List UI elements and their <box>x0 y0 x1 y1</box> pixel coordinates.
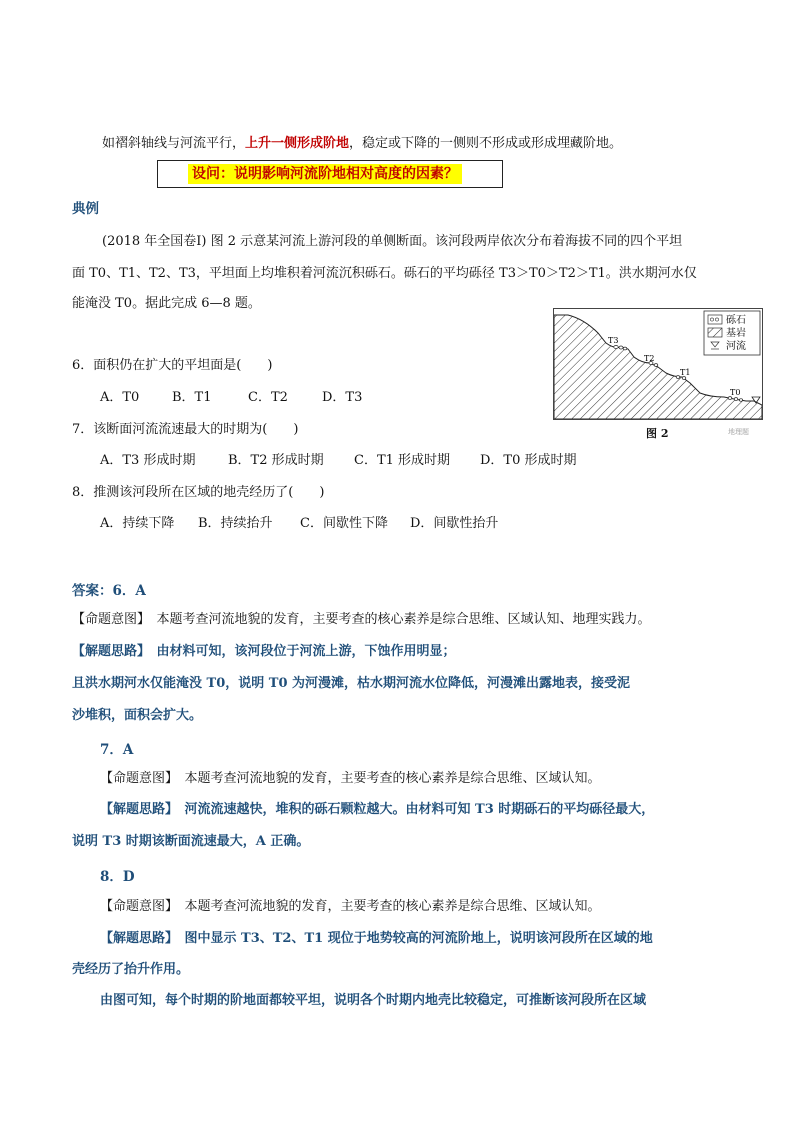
q6-option-c: C．T2 <box>248 390 288 405</box>
label-t0: T0 <box>730 388 741 397</box>
question-8-stem: 8．推测该河段所在区域的地壳经历了( ) <box>72 485 325 500</box>
q8-option-a: A．持续下降 <box>100 516 175 531</box>
answer-7-intent: 【命题意图】 本题考查河流地貌的发育，主要考查的核心素养是综合思维、区域认知。 <box>100 771 601 786</box>
problem-line-2: 面 T0、T1、T2、T3，平坦面上均堆积着河流沉积砾石。砾石的平均砾径 T3＞T0＞T2＞T1。洪水期河水仅 <box>72 266 697 281</box>
figure-2-diagram <box>553 308 763 420</box>
legend-bedrock-label: 基岩 <box>726 328 746 339</box>
answer-6-idea-2: 且洪水期河水仅能淹没 T0，说明 T0 为河漫滩，枯水期河流水位降低，河漫滩出露地表，接受泥 <box>72 676 631 691</box>
answer-6-intent: 【命题意图】 本题考查河流地貌的发育，主要考查的核心素养是综合思维、区域认知、地理实践力。 <box>72 612 651 627</box>
q6-option-b: B．T1 <box>172 390 212 405</box>
answer-6-idea: 【解题思路】 由材料可知，该河段位于河流上游，下蚀作用明显； <box>72 644 456 659</box>
q8-option-d: D．间歇性抬升 <box>410 516 499 531</box>
section-title: 典例 <box>72 201 99 217</box>
answer-8-intent: 【命题意图】 本题考查河流地貌的发育，主要考查的核心素养是综合思维、区域认知。 <box>100 899 601 914</box>
q8-option-c: C．间歇性下降 <box>300 516 388 531</box>
answer-7-idea-2: 说明 T3 时期该断面流速最大，A 正确。 <box>72 834 310 849</box>
legend-gravel-label: 砾石 <box>726 315 746 326</box>
legend-gravel-swatch <box>708 315 722 324</box>
label-t2: T2 <box>644 354 655 363</box>
answer-6-idea-3: 沙堆积，面积会扩大。 <box>72 708 203 723</box>
intro-line <box>102 134 622 154</box>
question-callout <box>157 160 503 188</box>
problem-line-1: (2018 年全国卷Ⅰ) 图 2 示意某河流上游河段的单侧断面。该河段两岸依次分布着海拔不同的四个平坦 <box>102 234 683 249</box>
q7-option-b: B．T2 形成时期 <box>228 453 324 468</box>
answer-7-idea: 【解题思路】 河流流速越快，堆积的砾石颗粒越大。由材料可知 T3 时期砾石的平均砾径最大， <box>100 802 655 817</box>
legend-river-label: 河流 <box>726 341 746 352</box>
intro-highlight: 上升一侧形成阶地 <box>245 136 350 151</box>
figure-watermark: 地理题 <box>728 428 749 436</box>
q8-option-b: B．持续抬升 <box>198 516 273 531</box>
answer-8-head: 8．D <box>100 869 135 885</box>
question-6-stem: 6．面积仍在扩大的平坦面是( ) <box>72 358 273 373</box>
q7-option-d: D．T0 形成时期 <box>480 453 577 468</box>
intro-text-c: ，稳定或下降的一侧则不形成或形成埋藏阶地。 <box>349 136 623 151</box>
figure-caption: 图 2 <box>646 427 669 440</box>
answer-7-head: 7．A <box>100 742 134 758</box>
answer-8-idea-3: 由图可知，每个时期的阶地面都较平坦，说明各个时期内地壳比较稳定，可推断该河段所在区域 <box>100 993 647 1008</box>
answer-8-idea-2: 壳经历了抬升作用。 <box>72 962 190 977</box>
legend-bedrock-swatch <box>708 328 722 337</box>
question-7-stem: 7．该断面河流流速最大的时期为( ) <box>72 422 299 437</box>
callout-text: 设问：说明影响河流阶地相对高度的因素？ <box>188 164 462 184</box>
label-t3: T3 <box>608 336 619 345</box>
answer-8-idea: 【解题思路】 图中显示 T3、T2、T1 现位于地势较高的河流阶地上，说明该河段所在区域的地 <box>100 931 653 946</box>
q6-option-d: D．T3 <box>322 390 363 405</box>
intro-text-a: 如褶斜轴线与河流平行， <box>102 136 246 151</box>
river-terrace-cross-section <box>554 309 762 419</box>
label-t1: T1 <box>680 368 691 377</box>
q6-option-a: A．T0 <box>100 390 140 405</box>
problem-line-3: 能淹没 T0。据此完成 6—8 题。 <box>72 296 261 311</box>
answer-6-head: 答案：6．A <box>72 583 146 599</box>
q7-option-c: C．T1 形成时期 <box>354 453 451 468</box>
q7-option-a: A．T3 形成时期 <box>100 453 196 468</box>
